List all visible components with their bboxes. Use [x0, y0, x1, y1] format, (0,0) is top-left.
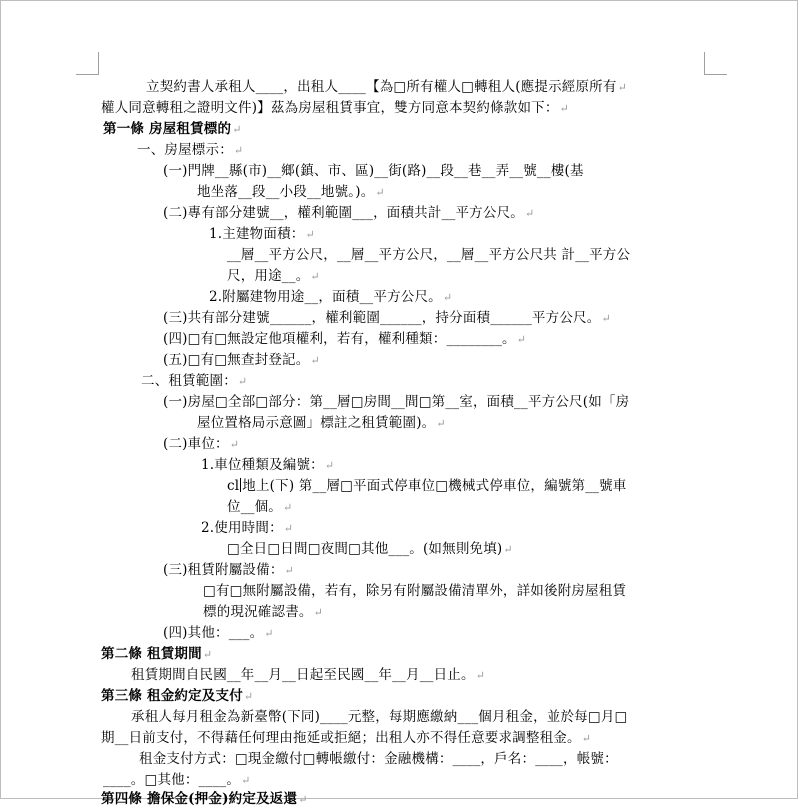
- paragraph-mark-icon: ↵: [313, 606, 324, 619]
- equipment-line-2: 標的現況確認書。↵: [203, 604, 324, 620]
- paragraph-mark-icon: ↵: [442, 291, 453, 304]
- floor-area-line-1: __層__平方公尺，__層__平方公尺，__層__平方公尺共 計__平方公: [227, 247, 631, 263]
- paragraph-mark-icon: ↵: [559, 102, 569, 115]
- seizure-line: (五)□有□無查封登記。↵: [163, 352, 320, 368]
- house-address-line-1: (一)門牌__縣(市)__鄉(鎮、市、區)__街(路)__段__巷__弄__號__樓(基: [163, 163, 584, 179]
- section-scope-label: 二、租賃範圍：↵: [141, 373, 248, 389]
- paragraph-mark-icon: ↵: [243, 690, 254, 703]
- paragraph-mark-icon: ↵: [283, 501, 293, 514]
- paragraph-mark-icon: ↵: [436, 417, 446, 430]
- common-part-line: (三)共有部分建號______，權利範圍______，持分面積______平方公尺。↵: [163, 310, 611, 326]
- article-2-heading: 第二條 租賃期間↵: [101, 646, 213, 662]
- paragraph-mark-icon: ↵: [202, 648, 213, 661]
- equipment-line-1: □有□無附屬設備，若有，除另有附屬設備清單外，詳如後附房屋租賃: [203, 583, 627, 599]
- main-building-area-label: 1.主建物面積：↵: [209, 226, 315, 242]
- paragraph-mark-icon: ↵: [310, 270, 320, 283]
- paragraph-mark-icon: ↵: [284, 564, 294, 577]
- usage-time-options: □全日□日間□夜間□其他___。(如無則免填)↵: [227, 541, 513, 557]
- paragraph-mark-icon: ↵: [233, 144, 244, 157]
- paragraph-mark-icon: ↵: [264, 627, 274, 640]
- paragraph-mark-icon: ↵: [503, 543, 513, 556]
- paragraph-mark-icon: ↵: [229, 438, 240, 451]
- other-rights-line: (四)□有□無設定他項權利，若有，權利種類：________。↵: [163, 331, 527, 347]
- paragraph-mark-icon: ↵: [516, 333, 527, 346]
- lease-period-line: 租賃期間自民國__年__月__日起至民國__年__月__日止。↵: [131, 667, 486, 683]
- paragraph-mark-icon: ↵: [581, 732, 592, 745]
- floor-area-line-2: 尺，用途__。↵: [227, 268, 320, 284]
- paragraph-mark-icon: ↵: [305, 228, 315, 241]
- parking-type-line-1[interactable]: cl 地上(下) 第__層□平面式停車位□機械式停車位，編號第__號車: [227, 478, 627, 494]
- intro-line-1: 立契約書人承租人____，出租人____【為□所有權人□轉租人(應提示經原所有↵: [146, 79, 627, 95]
- paragraph-mark-icon: ↵: [310, 354, 320, 367]
- private-building-line: (二)專有部分建號__，權利範圍___，面積共計__平方公尺。↵: [163, 205, 535, 221]
- article-1-heading: 第一條 房屋租賃標的↵: [103, 121, 242, 137]
- payment-method-line-1: 租金支付方式：□現金繳付□轉帳繳付：金融機構：____，戶名：____，帳號：: [139, 751, 618, 767]
- article-3-heading: 第三條 租金約定及支付↵: [101, 688, 254, 704]
- parking-label: (二)車位：↵: [163, 436, 240, 452]
- paragraph-mark-icon: ↵: [375, 186, 385, 199]
- house-address-line-2: 地坐落__段__小段__地號。)。↵: [197, 184, 385, 200]
- usage-time-label: 2.使用時間：↵: [201, 520, 294, 536]
- parking-type-label: 1.車位種類及編號：↵: [201, 457, 335, 473]
- paragraph-mark-icon: ↵: [524, 207, 535, 220]
- paragraph-mark-icon: ↵: [617, 81, 627, 94]
- paragraph-mark-icon: ↵: [283, 522, 294, 535]
- ancillary-building-line: 2.附屬建物用途__，面積__平方公尺。↵: [209, 289, 453, 305]
- article-4-heading: 第四條 擔保金(押金)約定及返還↵: [101, 791, 308, 807]
- paragraph-mark-icon: ↵: [324, 459, 335, 472]
- equipment-label: (三)租賃附屬設備：↵: [163, 562, 294, 578]
- scope-house-line-1: (一)房屋□全部□部分：第__層□房間__間□第__室，面積__平方公尺(如「房: [163, 394, 630, 410]
- paragraph-mark-icon: ↵: [237, 375, 248, 388]
- paragraph-mark-icon: ↵: [601, 312, 611, 325]
- payment-method-line-2: ____。□其他：____。↵: [103, 772, 251, 788]
- paragraph-mark-icon: ↵: [241, 774, 251, 787]
- rent-line-2: 期__日前支付，不得藉任何理由拖延或拒絕；出租人亦不得任意要求調整租金。↵: [101, 730, 592, 746]
- scope-other-line: (四)其他：___。↵: [163, 625, 274, 641]
- paragraph-mark-icon: ↵: [475, 669, 486, 682]
- intro-line-2: 權人同意轉租之證明文件)】茲為房屋租賃事宜，雙方同意本契約條款如下：↵: [101, 100, 569, 116]
- section-house-label: 一、房屋標示：↵: [137, 142, 244, 158]
- scope-house-line-2: 屋位置格局示意圖」標註之租賃範圍)。↵: [197, 415, 446, 431]
- paragraph-mark-icon: ↵: [232, 123, 242, 136]
- rent-line-1: 承租人每月租金為新臺幣(下同)____元整，每期應繳納___個月租金，並於每□月□: [131, 709, 628, 725]
- parking-type-line-2: 位__個。↵: [227, 499, 293, 515]
- paragraph-mark-icon: ↵: [298, 793, 308, 806]
